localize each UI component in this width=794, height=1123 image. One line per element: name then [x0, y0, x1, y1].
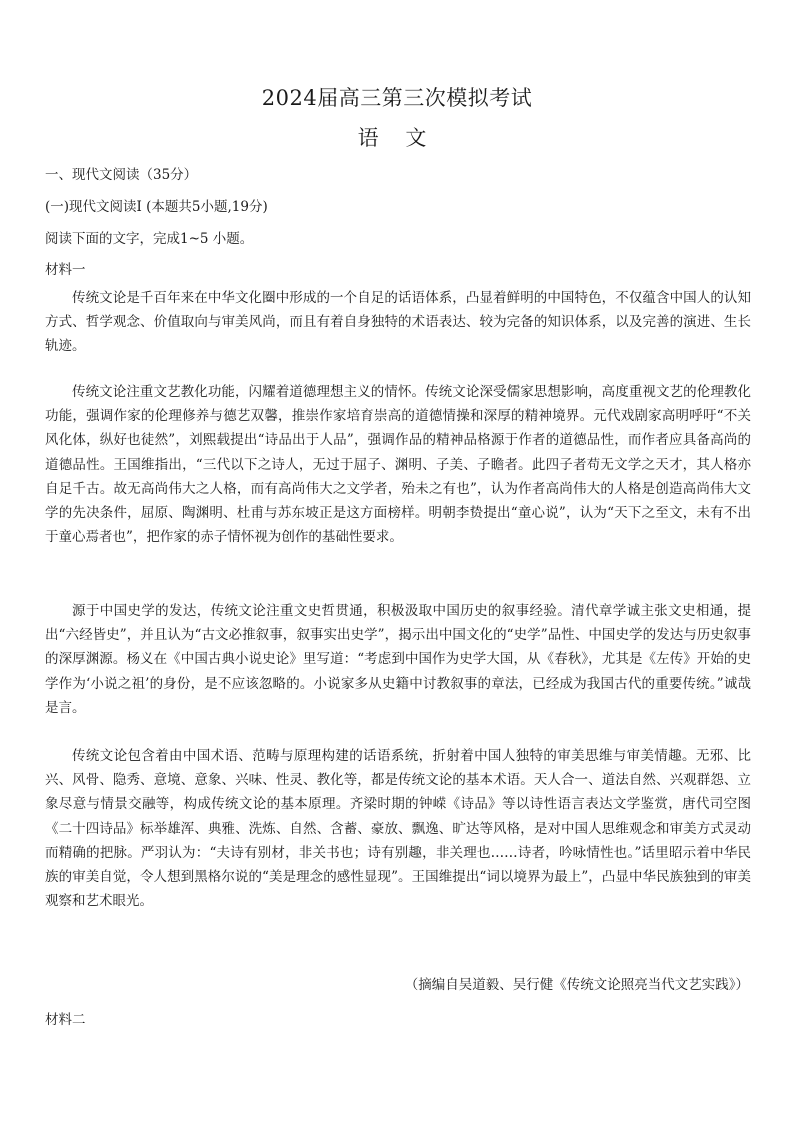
exam-subject: 语 文: [357, 126, 437, 150]
material-two-label: 材料二: [45, 1012, 86, 1028]
material-one-source: （摘编自吴道毅、吴行健《传统文论照亮当代文艺实践》）: [404, 977, 749, 993]
material-one-paragraph: 传统文论注重文艺教化功能，闪耀着道德理想主义的情怀。传统文论深受儒家思想影响，高度重视文艺的伦理教化功能，强调作家的伦理修养与德艺双馨，推崇作家培育崇高的道德情操和深厚的精神境界。元代戏剧家高明呼吁“不关风化体，纵好也徒然”，刘熙载提出“诗品出于人品”，强调作品的精神品格源于作者的道德品性，而作者应具备高尚的道德品性。王国维指出，“三代以下之诗人，无过于屈子、渊明、子美、子瞻者。此四子者苟无文学之天才，其人格亦自足千古。故无高尚伟大之人格，而有高尚伟大之文学者，殆未之有也”，认为作者高尚伟大的人格是创造高尚伟大文学的先决条件，屈原、陶渊明、杜甫与苏东坡正是这方面榜样。明朝李贽提出“童心说”，认为“天下之至文，未有不出于童心焉者也”，把作家的赤子情怀视为创作的基础性要求。: [45, 384, 751, 546]
section-heading: 一、现代文阅读（35分）: [45, 167, 198, 183]
material-one-label: 材料一: [45, 262, 86, 278]
material-one-paragraph: 传统文论包含着由中国术语、范畴与原理构建的话语系统，折射着中国人独特的审美思维与审美情趣。无邪、比兴、风骨、隐秀、意境、意象、兴味、性灵、教化等，都是传统文论的基本术语。天人合一、道法自然、兴观群怨、立象尽意与情景交融等，构成传统文论的基本原理。齐梁时期的钟嵘《诗品》等以诗性语言表达文学鉴赏，唐代司空图《二十四诗品》标举雄浑、典雅、洗炼、自然、含蓄、豪放、飘逸、旷达等风格，是对中国人思维观念和审美方式灵动而精确的把脉。严羽认为：“夫诗有别材，非关书也；诗有别趣，非关理也……诗者，吟咏情性也。”话里昭示着中华民族的审美自觉，令人想到黑格尔说的“美是理念的感性显现”。王国维提出“词以境界为最上”，凸显中华民族独到的审美观察和艺术眼光。: [45, 748, 751, 910]
exam-title: 2024届高三第三次模拟考试: [261, 86, 533, 110]
reading-instruction: 阅读下面的文字，完成1~5 小题。: [45, 231, 254, 247]
material-one-paragraph: 传统文论是千百年来在中华文化圈中形成的一个自足的话语体系，凸显着鲜明的中国特色，不仅蕴含中国人的认知方式、哲学观念、价值取向与审美风尚，而且有着自身独特的术语表达、较为完备的知识体系，以及完善的演进、生长轨迹。: [45, 290, 751, 355]
section-subheading: (一)现代文阅读Ⅰ (本题共5小题,19分): [45, 199, 268, 215]
material-one-paragraph: 源于中国史学的发达，传统文论注重文史哲贯通，积极汲取中国历史的叙事经验。清代章学诚主张文史相通，提出“六经皆史”，并且认为“古文必推叙事，叙事实出史学”，揭示出中国文化的“史学”品性、中国史学的发达与历史叙事的深厚渊源。杨义在《中国古典小说史论》里写道：“考虑到中国作为史学大国，从《春秋》，尤其是《左传》开始的史学作为‘小说之祖’的身份，是不应该忽略的。小说家多从史籍中讨教叙事的章法，已经成为我国古代的重要传统。”诚哉是言。: [45, 603, 751, 716]
